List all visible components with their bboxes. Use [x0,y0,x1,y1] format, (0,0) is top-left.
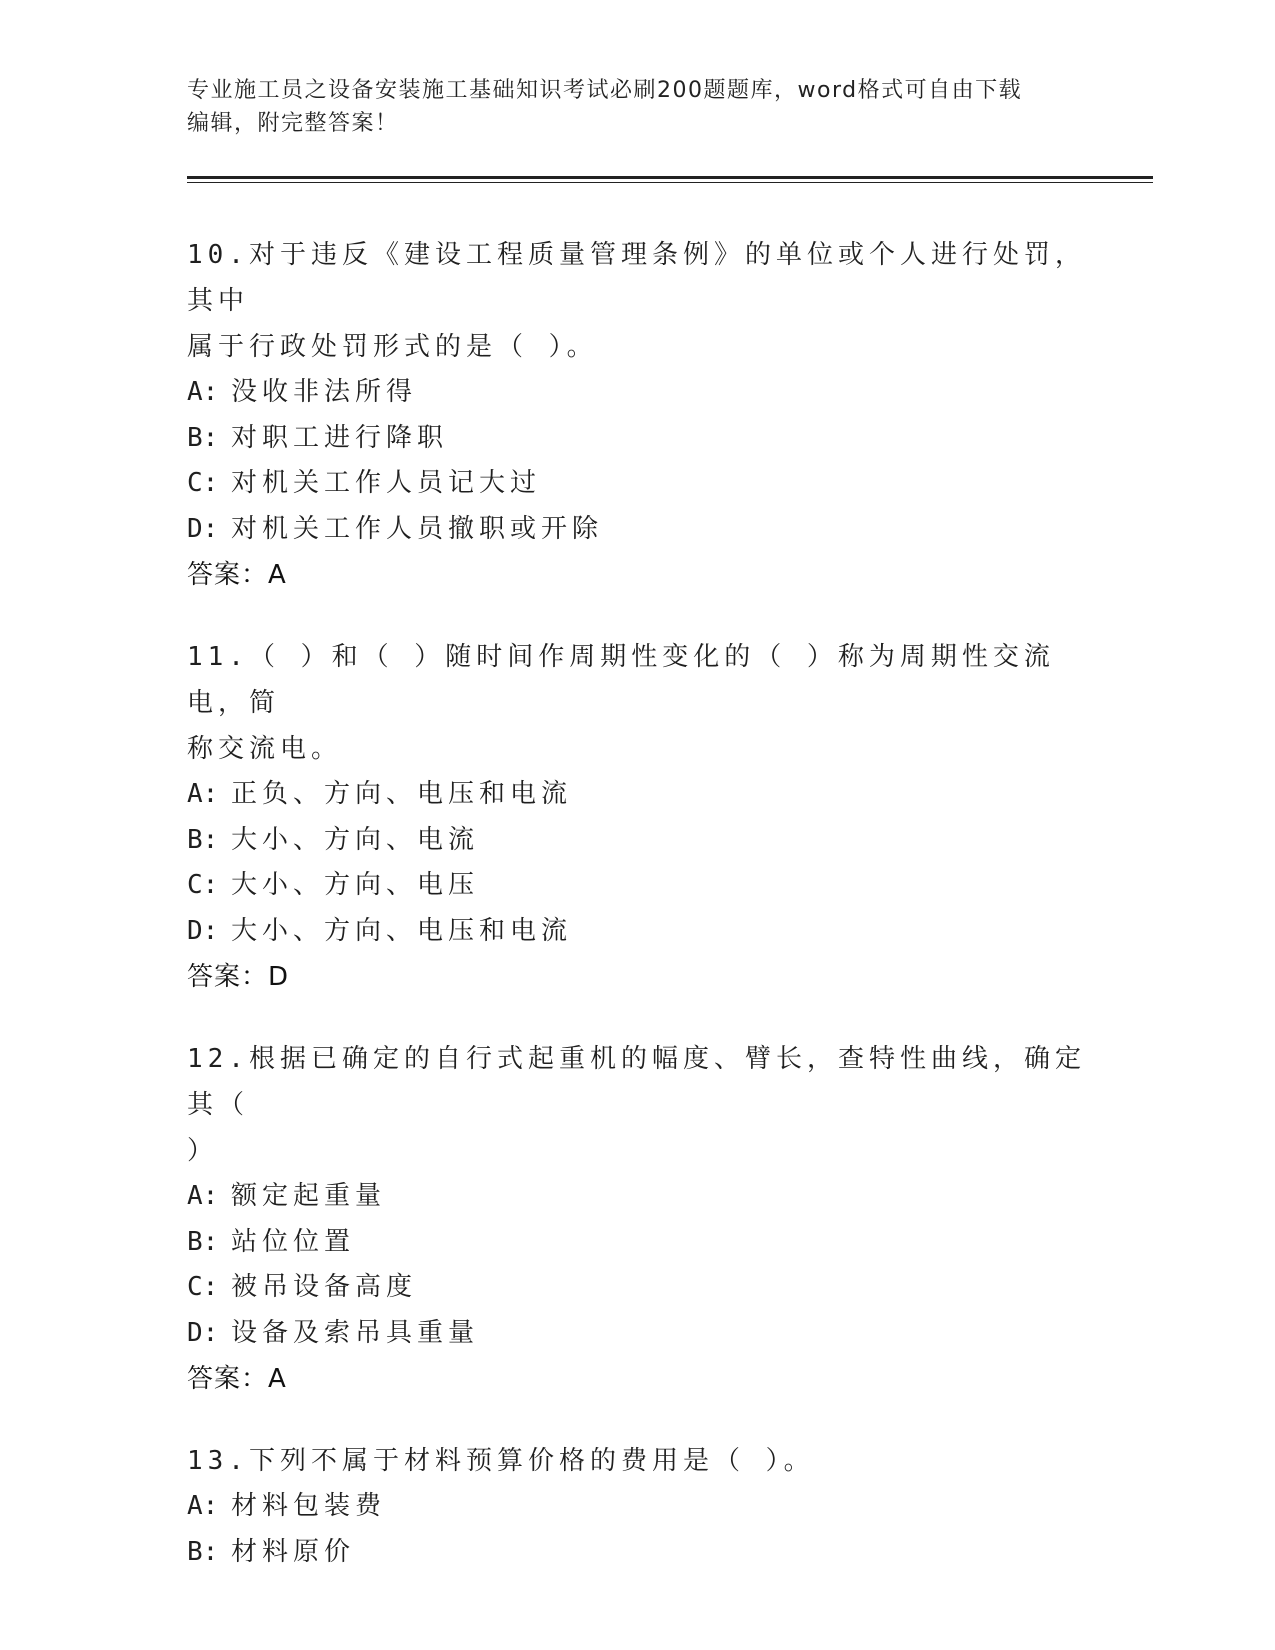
header-divider-thin [187,182,1153,183]
option-a [187,370,1087,416]
question-stem-line: 属于行政处罚形式的是（ ）。 [187,332,598,362]
option-key: C: [187,1272,219,1302]
option-a [187,1174,1087,1220]
option-key: C: [187,468,219,498]
option-text: 被吊设备高度 [231,1272,418,1302]
question-stem-line: 10.对于违反《建设工程质量管理条例》的单位或个人进行处罚，其中 [187,240,1086,316]
answer-line: 答案：A [187,1364,287,1394]
option-text: 材料原价 [231,1536,356,1567]
option-key: C: [187,870,219,900]
answer-line: 答案：D [187,962,290,992]
option-d [187,909,1087,955]
answer-line: 答案：A [187,560,287,590]
option-key: A: [187,377,219,407]
option-b [187,416,1087,462]
option-key: D: [187,513,219,544]
document-header [187,74,1087,140]
option-c [187,1265,1087,1311]
option-text: 对职工进行降职 [231,422,449,453]
option-text: 大小、方向、电流 [231,824,480,855]
question-list [187,232,1087,1611]
option-c [187,461,1087,507]
option-text: 设备及索吊具重量 [231,1317,480,1348]
option-c [187,863,1087,909]
option-b [187,1530,1087,1576]
question-stem-line: 称交流电。 [187,734,343,764]
option-key: B: [187,824,219,855]
option-text: 正负、方向、电压和电流 [231,779,573,809]
option-key: D: [187,1317,219,1348]
question-10 [187,232,1087,598]
option-d [187,507,1087,553]
option-key: B: [187,1536,219,1567]
question-stem-line: ） [187,1136,219,1166]
option-key: D: [187,915,219,946]
option-key: B: [187,422,219,453]
option-d [187,1311,1087,1357]
option-text: 额定起重量 [231,1181,387,1211]
question-stem-line: 13.下列不属于材料预算价格的费用是（ ）。 [187,1446,815,1476]
header-line-1: 专业施工员之设备安装施工基础知识考试必刷200题题库，word格式可自由下载 [187,78,1023,103]
option-key: A: [187,779,219,809]
option-text: 对机关工作人员记大过 [231,468,542,498]
option-b [187,1220,1087,1266]
option-text: 对机关工作人员撤职或开除 [231,513,604,544]
option-key: A: [187,1181,219,1211]
option-text: 大小、方向、电压和电流 [231,915,573,946]
question-12 [187,1036,1087,1402]
option-text: 没收非法所得 [231,377,418,407]
option-text: 站位位置 [231,1226,356,1257]
option-b [187,818,1087,864]
header-divider-thick [187,176,1153,179]
option-key: B: [187,1226,219,1257]
question-stem-line: 11.（ ）和（ ）随时间作周期性变化的（ ）称为周期性交流电，简 [187,642,1055,718]
header-line-2: 编辑，附完整答案！ [187,111,399,136]
option-a [187,1484,1087,1530]
question-11 [187,634,1087,1000]
option-text: 大小、方向、电压 [231,870,480,900]
question-13 [187,1438,1087,1575]
option-text: 材料包装费 [231,1491,387,1521]
option-a [187,772,1087,818]
option-key: A: [187,1491,219,1521]
question-stem-line: 12.根据已确定的自行式起重机的幅度、臂长，查特性曲线，确定其（ [187,1044,1086,1120]
